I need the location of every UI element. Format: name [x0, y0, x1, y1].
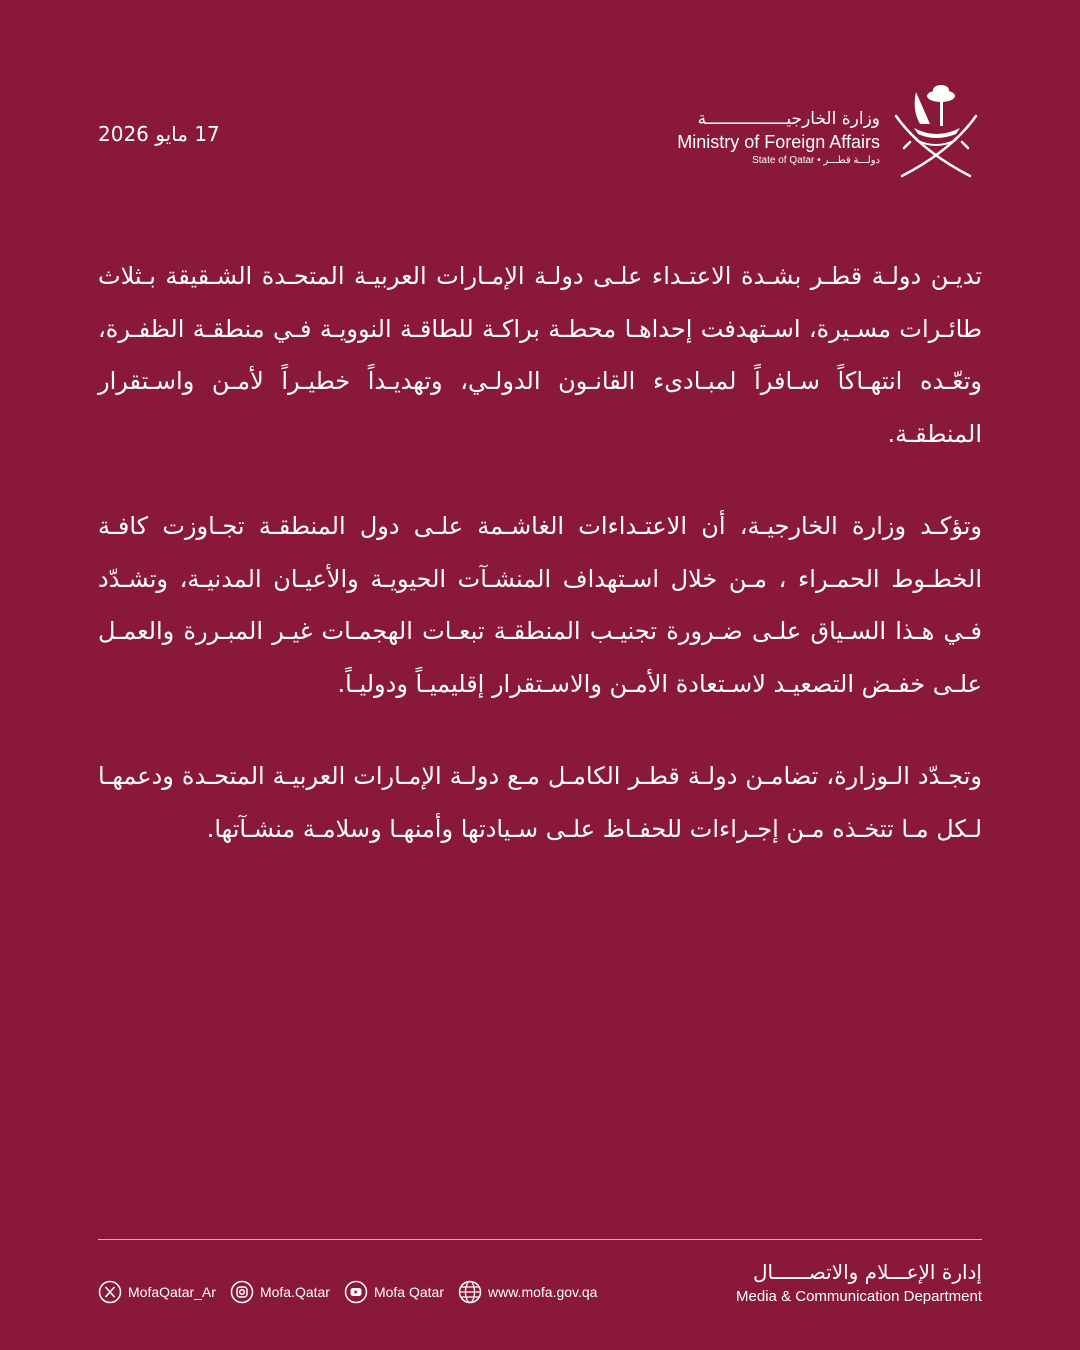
department-name-en: Media & Communication Department	[736, 1288, 982, 1305]
ministry-name-block	[677, 80, 880, 168]
header	[98, 80, 982, 190]
social-label-instagram: Mofa.Qatar	[259, 1284, 330, 1300]
department-block	[736, 1258, 982, 1308]
qatar-emblem-icon	[890, 80, 982, 180]
youtube-icon	[344, 1280, 368, 1304]
instagram-icon	[230, 1280, 254, 1304]
ministry-name-en: Ministry of Foreign Affairs	[677, 132, 880, 152]
social-label-youtube: Mofa Qatar	[373, 1284, 444, 1300]
footer-divider	[98, 1239, 982, 1240]
globe-icon	[458, 1280, 482, 1304]
statement-date: 17 مايو 2026	[98, 122, 220, 146]
x-icon	[98, 1280, 122, 1304]
social-links	[98, 1280, 597, 1304]
department-name-ar: إدارة الإعـــلام والاتصــــــال	[753, 1260, 982, 1284]
social-label-x: MofaQatar_Ar	[128, 1284, 216, 1300]
statement-paragraph-2: وتؤكـد وزارة الخارجيـة، أن الاعتـداءات الغاشـمة علـى دول المنطقـة تجـاوزت كافـة الخطـوط الحمـراء ، مـن خلال اسـتهداف المنشـآت الحيويـة والأعيـان المدنيـة، وتشـدّد فـي هـذا السـياق علـى ضـرورة تجنيـب المنطقـة تبعـات الهجمـات غيـر المبـررة والعمـل علـى خفـض التصعيـد لاسـتعادة الأمـن والاسـتقرار إقليميـاً ودوليـاً.	[98, 512, 982, 698]
ministry-name-ar: وزارة الخارجيــــــــــــــــة	[697, 109, 880, 129]
social-link-website[interactable]	[458, 1280, 597, 1304]
statement-paragraph-1: تديـن دولـة قطـر بشـدة الاعتـداء علـى دولـة الإمـارات العربيـة المتحـدة الشـقيقة بـثلاث طائـرات مسـيرة، اسـتهدفت إحداهـا محطـة براكـة للطاقـة النوويـة فـي منطقـة الظفـرة، وتعّـده انتهـاكاً سـافراً لمبـادىء القانـون الدولـي، وتهديـداً خطيـراً لأمـن واسـتقرار المنطقـة.	[98, 262, 982, 448]
statement-body	[98, 250, 982, 895]
ministry-logo	[677, 80, 982, 180]
state-of-qatar-label: State of Qatar • دولـــة قطـــر	[752, 155, 880, 166]
statement-paragraph-3: وتجـدّد الـوزارة، تضامـن دولـة قطـر الكامـل مـع دولـة الإمـارات العربيـة المتحـدة ودعمهـا لـكل مـا تتخـذه مـن إجـراءات للحفـاظ علـى سـيادتها وأمنهـا وسلامـة منشـآتها.	[98, 762, 982, 843]
social-link-instagram[interactable]	[230, 1280, 330, 1304]
social-link-x[interactable]	[98, 1280, 216, 1304]
social-link-youtube[interactable]	[344, 1280, 444, 1304]
social-label-website: www.mofa.gov.qa	[488, 1284, 598, 1300]
